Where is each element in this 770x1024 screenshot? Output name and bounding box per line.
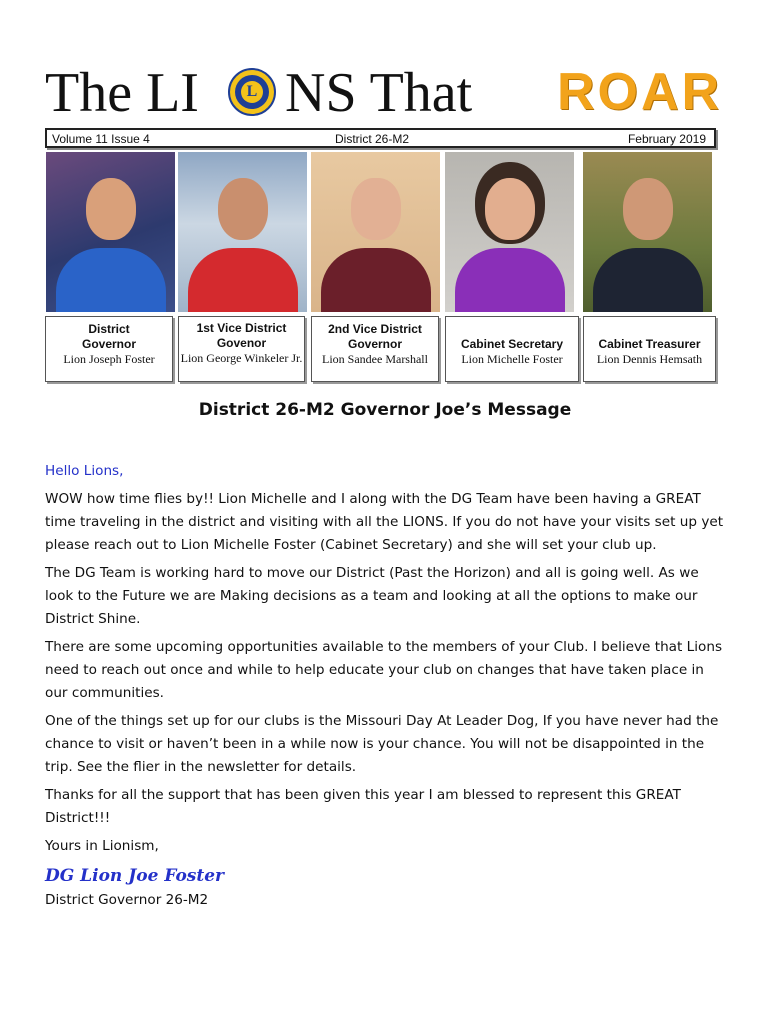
- article-paragraph: Thanks for all the support that has been given this year I am blessed to represent this GREAT District!!!: [45, 787, 681, 826]
- officer-name: Lion Michelle Foster: [461, 352, 563, 366]
- officer-card-cabinet-treasurer: [583, 316, 716, 382]
- article-signature-title: District Governor 26-M2: [45, 892, 209, 908]
- officer-title: Cabinet Treasurer: [598, 337, 701, 351]
- issue-volume: Volume 11 Issue 4: [52, 132, 150, 146]
- officer-card-district-governor: [45, 316, 173, 382]
- officer-title: Governor: [347, 337, 402, 351]
- officer-name: Lion Sandee Marshall: [322, 352, 428, 366]
- article-paragraph: There are some upcoming opportunities available to the members of your Club. I believe that Lions need to reach out once and while to help educate your club on changes that have taken place in our communities.: [45, 639, 723, 701]
- officer-title: Cabinet Secretary: [460, 337, 564, 351]
- masthead-title-part2: NS That: [285, 62, 473, 124]
- officer-title: District: [88, 322, 130, 336]
- officer-title: 2nd Vice District: [328, 322, 422, 336]
- logo-glyph: L: [246, 83, 258, 100]
- article-paragraph: One of the things set up for our clubs is the Missouri Day At Leader Dog, If you have never had the chance to visit or haven’t been in a while now is your chance. You will not be disappointed in the trip. See the flier in the newsletter for details.: [45, 713, 719, 775]
- article-signature: DG Lion Joe Foster: [45, 866, 224, 886]
- article-paragraph: WOW how time flies by!! Lion Michelle and I along with the DG Team have been having a GREAT time traveling in the district and visiting with all the LIONS. If you do not have your visits set up yet please reach out to Lion Michelle Foster (Cabinet Secretary) and she will set your club up.: [45, 491, 724, 553]
- issue-date: February 2019: [627, 132, 706, 146]
- masthead-title-accent: ROAR: [557, 63, 723, 121]
- article-greeting: Hello Lions,: [45, 463, 124, 479]
- officer-photo-cabinet-treasurer: [583, 152, 712, 312]
- officer-card-cabinet-secretary: [445, 316, 579, 382]
- officer-photo-1st-vice-governor: [178, 152, 307, 312]
- officer-card-2nd-vice-governor: [311, 316, 439, 382]
- officer-name: Lion George Winkeler Jr.: [180, 351, 303, 365]
- officer-title: Governor: [81, 337, 136, 351]
- masthead: [45, 58, 725, 128]
- officer-title: 1st Vice District: [196, 321, 287, 335]
- lions-logo-icon: [228, 68, 276, 116]
- officer-photo-cabinet-secretary: [445, 152, 574, 312]
- officer-title: Govenor: [216, 336, 267, 350]
- officer-name: Lion Joseph Foster: [63, 352, 155, 366]
- officer-photo-district-governor: [46, 152, 175, 312]
- issue-district: District 26-M2: [335, 132, 410, 146]
- officer-photo-2nd-vice-governor: [311, 152, 440, 312]
- officer-card-1st-vice-governor: [178, 316, 305, 382]
- article-body: [45, 460, 728, 912]
- article-heading: District 26-M2 Governor Joe’s Message: [198, 400, 572, 420]
- article-paragraph: The DG Team is working hard to move our District (Past the Horizon) and all is going well. As we look to the Future we are Making decisions as a team and looking at all the options to make our District Shine.: [45, 565, 699, 627]
- masthead-title-part1: The LI: [45, 62, 199, 124]
- issue-info-bar: [45, 128, 716, 148]
- officer-name: Lion Dennis Hemsath: [596, 352, 703, 366]
- article-closing: Yours in Lionism,: [45, 838, 159, 854]
